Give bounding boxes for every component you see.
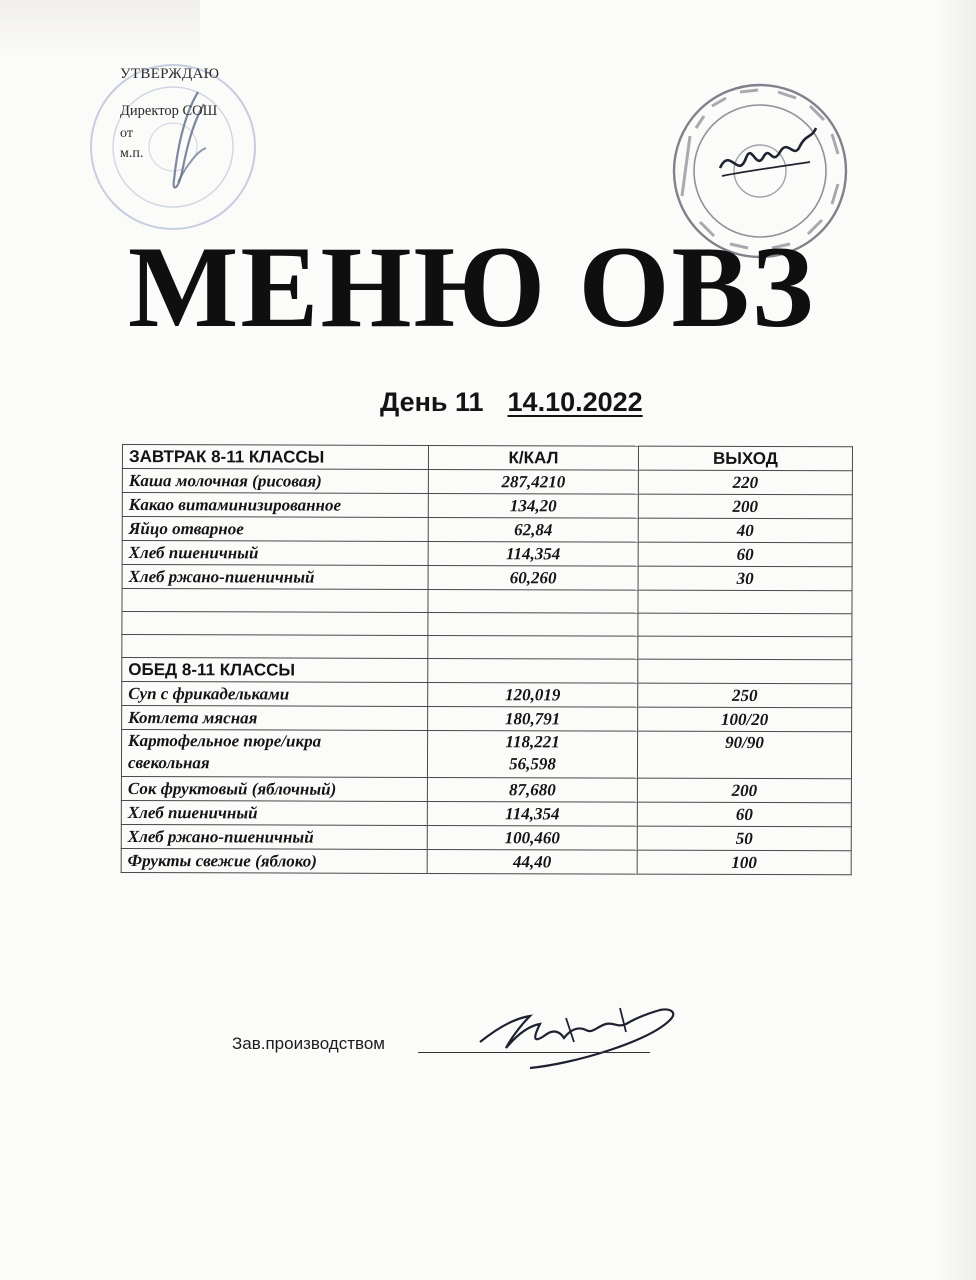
dish-output: 200 [637, 778, 851, 803]
table-row [122, 517, 852, 543]
dish-output: 90/90 [637, 731, 851, 779]
dish-name: Сок фруктовый (яблочный) [121, 776, 427, 801]
dish-name: Какао витаминизированное [122, 493, 428, 518]
table-row [121, 848, 851, 874]
approval-block [120, 66, 380, 236]
empty-cell [428, 589, 638, 613]
dish-name: Фрукты свежие (яблоко) [121, 848, 427, 873]
director-label: Директор СОШ [120, 103, 218, 119]
signature-rule [418, 1052, 650, 1053]
dish-name-line: свекольная [127, 753, 210, 773]
from-label: от [120, 126, 133, 141]
dish-name: Каша молочная (рисовая) [122, 469, 428, 494]
dish-name: Хлеб пшеничный [121, 800, 427, 825]
dish-kcal-line: 56,598 [509, 754, 556, 774]
table-row [122, 706, 852, 732]
dish-kcal [427, 730, 637, 778]
dish-name: Яйцо отварное [122, 517, 428, 542]
empty-row [122, 635, 852, 660]
dish-name: Хлеб пшеничный [122, 541, 428, 566]
dish-name: Хлеб ржано-пшеничный [121, 824, 427, 849]
dish-output: 60 [637, 802, 851, 827]
dish-name: Котлета мясная [122, 706, 428, 731]
header-kcal: К/КАЛ [428, 445, 638, 470]
empty-cell [428, 658, 638, 683]
table-row [121, 776, 851, 802]
production-manager-label: Зав.производством [232, 1034, 385, 1053]
table-header-row [122, 445, 852, 471]
empty-cell [122, 589, 428, 613]
table-row [122, 493, 852, 519]
dish-kcal: 180,791 [428, 706, 638, 731]
table-row [121, 800, 851, 826]
section-row-lunch [122, 658, 852, 684]
empty-cell [122, 612, 428, 636]
empty-cell [638, 613, 852, 637]
empty-cell [638, 659, 852, 684]
seal-place-label: м.п. [120, 146, 144, 161]
dish-output: 40 [638, 518, 852, 543]
dish-output: 60 [638, 542, 852, 567]
lunch-header: ОБЕД 8-11 КЛАССЫ [122, 658, 428, 683]
empty-row [122, 612, 852, 637]
dish-output: 200 [638, 494, 852, 519]
table-row [122, 565, 852, 591]
empty-cell [122, 635, 428, 659]
dish-name: Суп с фрикадельками [122, 682, 428, 707]
dish-output: 100 [637, 850, 851, 875]
empty-cell [638, 636, 852, 660]
empty-row [122, 589, 852, 614]
dish-output: 220 [638, 470, 852, 495]
dish-kcal: 87,680 [427, 777, 637, 802]
approve-label: УТВЕРЖДАЮ [120, 66, 220, 82]
dish-name: Хлеб ржано-пшеничный [122, 565, 428, 590]
table-row [122, 541, 852, 567]
day-date: 14.10.2022 [507, 387, 643, 417]
day-label: День 11 [380, 387, 484, 417]
dish-output: 30 [638, 566, 852, 591]
table-row [122, 469, 852, 495]
paper-edge-shadow [936, 0, 976, 1280]
table-row [122, 682, 852, 708]
dish-kcal: 100,460 [427, 825, 637, 850]
dish-name-line: Картофельное пюре/икра [128, 731, 322, 751]
dish-output: 100/20 [638, 707, 852, 732]
dish-kcal-line: 118,221 [505, 732, 560, 752]
empty-cell [428, 635, 638, 659]
dish-name [121, 730, 427, 778]
day-line [380, 382, 643, 422]
dish-kcal: 60,260 [428, 565, 638, 590]
dish-kcal: 44,40 [427, 849, 637, 874]
signature-line [232, 1034, 732, 1094]
dish-kcal: 62,84 [428, 517, 638, 542]
dish-output: 50 [637, 826, 851, 851]
empty-cell [638, 590, 852, 614]
paper-shadow [0, 0, 200, 60]
header-breakfast: ЗАВТРАК 8-11 КЛАССЫ [122, 445, 428, 470]
dish-kcal: 120,019 [428, 682, 638, 707]
dish-kcal: 287,4210 [428, 469, 638, 494]
table-row [121, 824, 851, 850]
dish-output: 250 [638, 683, 852, 708]
header-output: ВЫХОД [638, 446, 852, 471]
dish-kcal: 134,20 [428, 493, 638, 518]
dish-kcal: 114,354 [427, 801, 637, 826]
menu-table [121, 444, 853, 875]
table-row [121, 730, 851, 779]
dish-kcal: 114,354 [428, 541, 638, 566]
empty-cell [428, 612, 638, 636]
page-title: МЕНЮ ОВЗ [128, 223, 816, 352]
